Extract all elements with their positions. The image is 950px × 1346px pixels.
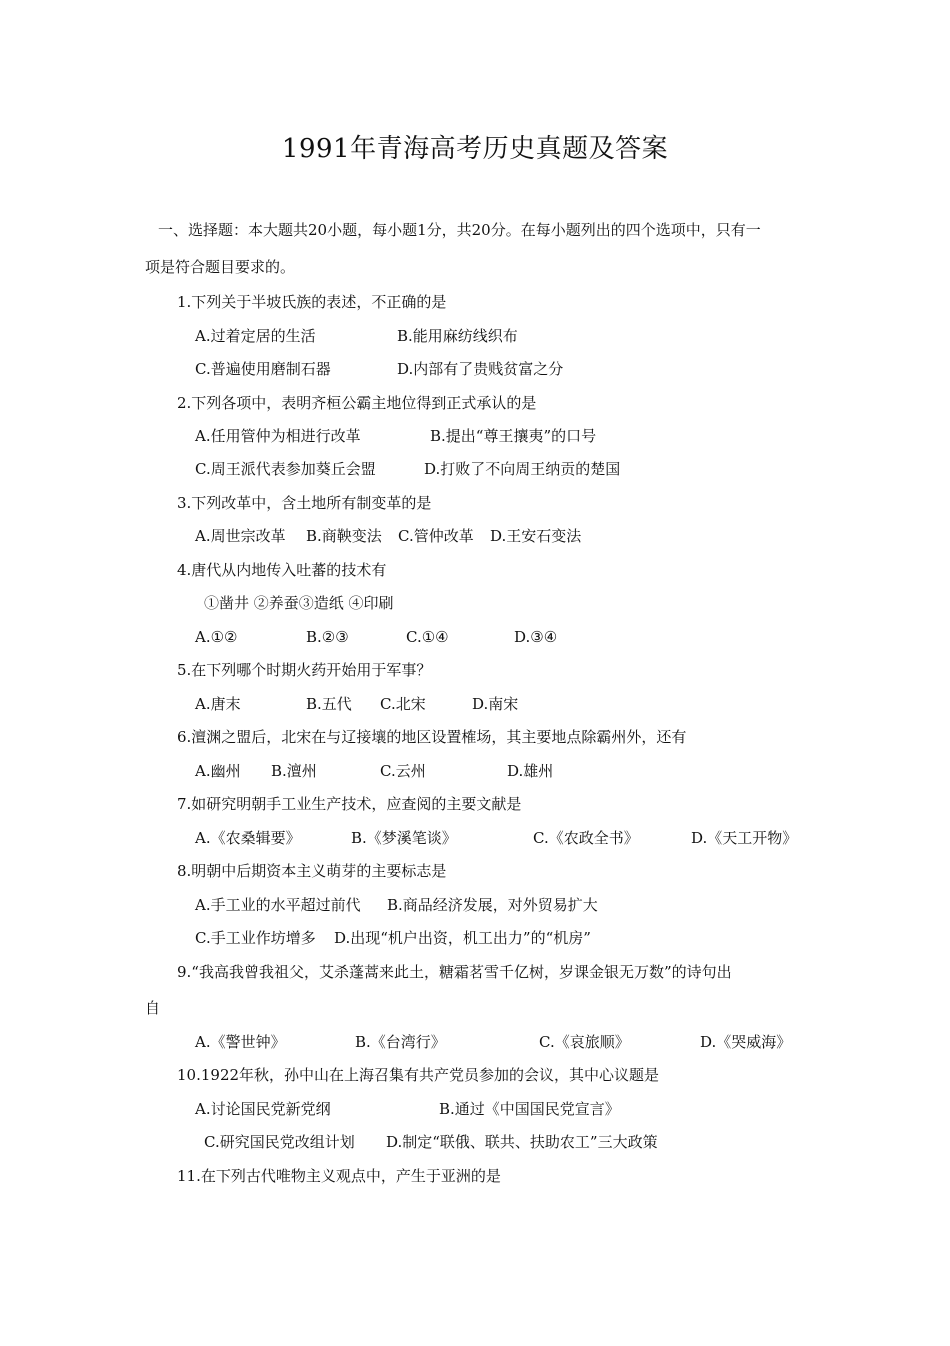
question-4-stem: 4.唐代从内地传入吐蕃的技术有 <box>177 561 387 579</box>
question-1-stem: 1.下列关于半坡氏族的表述，不正确的是 <box>177 293 447 311</box>
question-6-option-b: B.澶州 <box>271 762 317 780</box>
question-10-option-d: D.制定“联俄、联共、扶助农工”三大政策 <box>386 1133 658 1151</box>
question-1-option-d: D.内部有了贵贱贫富之分 <box>397 360 564 378</box>
question-5-option-d: D.南宋 <box>472 695 519 713</box>
question-2-option-b: B.提出“尊王攘夷”的口号 <box>430 427 597 445</box>
question-2-stem: 2.下列各项中，表明齐桓公霸主地位得到正式承认的是 <box>177 394 537 412</box>
section-instruction-line-2: 项是符合题目要求的。 <box>145 258 296 276</box>
question-10-option-a: A.讨论国民党新党纲 <box>195 1100 331 1118</box>
question-8-option-c: C.手工业作坊增多 <box>195 929 316 947</box>
question-3-option-b: B.商鞅变法 <box>306 527 382 545</box>
question-7-option-b: B.《梦溪笔谈》 <box>351 829 457 847</box>
question-8-stem: 8.明朝中后期资本主义萌芽的主要标志是 <box>177 862 447 880</box>
question-2-option-c: C.周王派代表参加葵丘会盟 <box>195 460 376 478</box>
question-10-stem: 10.1922年秋，孙中山在上海召集有共产党员参加的会议，其中心议题是 <box>177 1066 660 1084</box>
question-7-option-c: C.《农政全书》 <box>533 829 639 847</box>
question-9-stem-continued: 自 <box>145 999 161 1017</box>
question-5-stem: 5.在下列哪个时期火药开始用于军事？ <box>177 661 432 679</box>
question-8-option-d: D.出现“机户出资，机工出力”的“机房” <box>334 929 591 947</box>
question-9-option-a: A.《警世钟》 <box>195 1033 286 1051</box>
question-7-option-a: A.《农桑辑要》 <box>195 829 301 847</box>
page-title: 1991年青海高考历史真题及答案 <box>281 134 669 164</box>
question-3-stem: 3.下列改革中，含土地所有制变革的是 <box>177 494 432 512</box>
question-6-option-d: D.雄州 <box>507 762 554 780</box>
question-6-option-a: A.幽州 <box>195 762 241 780</box>
question-9-stem: 9.“我高我曾我祖父，艾杀蓬蒿来此土，糖霜茗雪千亿树，岁课金银无万数”的诗句出 <box>177 963 732 981</box>
question-1-option-a: A.过着定居的生活 <box>195 327 316 345</box>
question-2-option-a: A.任用管仲为相进行改革 <box>195 427 361 445</box>
question-7-option-d: D.《天工开物》 <box>691 829 798 847</box>
question-7-stem: 7.如研究明朝手工业生产技术，应查阅的主要文献是 <box>177 795 522 813</box>
question-9-option-d: D.《哭威海》 <box>700 1033 792 1051</box>
question-6-option-c: C.云州 <box>380 762 426 780</box>
question-6-stem: 6.澶渊之盟后，北宋在与辽接壤的地区设置榷场，其主要地点除霸州外，还有 <box>177 728 687 746</box>
question-4-items: ①凿井 ②养蚕③造纸 ④印刷 <box>204 594 394 612</box>
question-3-option-a: A.周世宗改革 <box>195 527 286 545</box>
question-8-option-b: B.商品经济发展，对外贸易扩大 <box>387 896 598 914</box>
question-3-option-d: D.王安石变法 <box>490 527 582 545</box>
question-4-option-d: D.③④ <box>514 628 558 646</box>
question-9-option-c: C.《哀旅顺》 <box>539 1033 630 1051</box>
question-10-option-b: B.通过《中国国民党宣言》 <box>439 1100 620 1118</box>
question-11-stem: 11.在下列古代唯物主义观点中，产生于亚洲的是 <box>177 1167 501 1185</box>
question-8-option-a: A.手工业的水平超过前代 <box>195 896 361 914</box>
section-instruction-line-1: 一、选择题：本大题共20小题，每小题1分，共20分。在每小题列出的四个选项中，只有一 <box>158 221 761 239</box>
question-5-option-a: A.唐末 <box>195 695 241 713</box>
question-4-option-b: B.②③ <box>306 628 349 646</box>
question-1-option-c: C.普遍使用磨制石器 <box>195 360 331 378</box>
question-9-option-b: B.《台湾行》 <box>355 1033 446 1051</box>
question-10-option-c: C.研究国民党改组计划 <box>204 1133 355 1151</box>
question-1-option-b: B.能用麻纺线织布 <box>397 327 518 345</box>
question-5-option-c: C.北宋 <box>380 695 426 713</box>
question-2-option-d: D.打败了不向周王纳贡的楚国 <box>424 460 621 478</box>
question-3-option-c: C.管仲改革 <box>398 527 474 545</box>
question-4-option-c: C.①④ <box>406 628 449 646</box>
question-5-option-b: B.五代 <box>306 695 352 713</box>
question-4-option-a: A.①② <box>195 628 238 646</box>
